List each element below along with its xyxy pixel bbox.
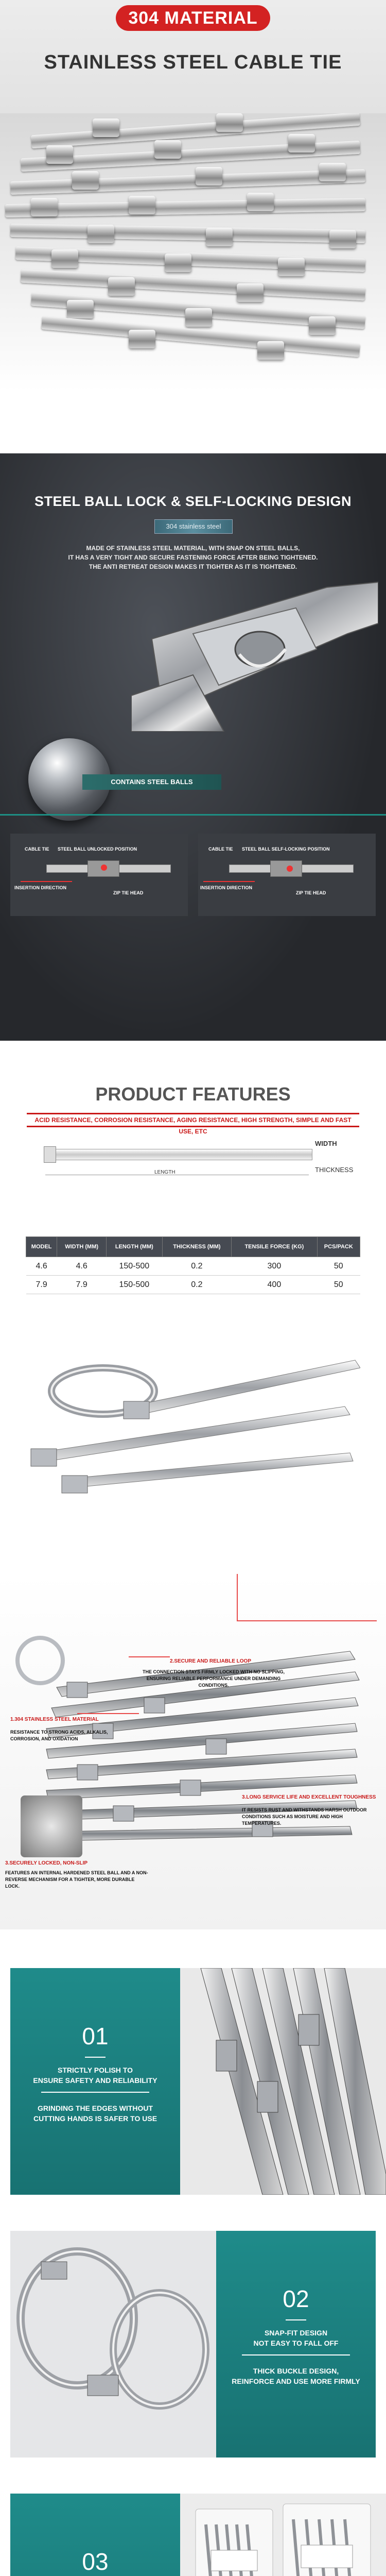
callout-title: SECURELY LOCKED, NON-SLIP bbox=[9, 1860, 88, 1866]
product-photo bbox=[0, 1345, 386, 1504]
lock-section-title: STEEL BALL LOCK & SELF-LOCKING DESIGN bbox=[34, 494, 352, 509]
col-header: TENSILE FORCE (KG) bbox=[232, 1237, 317, 1257]
col-header: LENGTH (MM) bbox=[107, 1237, 163, 1257]
table-cell: 0.2 bbox=[162, 1257, 232, 1276]
tie-drawing bbox=[44, 1149, 312, 1160]
table-cell: 300 bbox=[232, 1257, 317, 1276]
hero-section bbox=[0, 0, 386, 113]
lock-detail-image bbox=[21, 1795, 82, 1857]
callout-title: SECURE AND RELIABLE LOOP bbox=[174, 1658, 251, 1664]
feature-divider bbox=[286, 2319, 306, 2320]
diagram-label: INSERTION DIRECTION bbox=[14, 885, 67, 890]
feature-card-01 bbox=[0, 1968, 386, 2195]
material-badge: 304 MATERIAL bbox=[116, 5, 270, 31]
callout-text: FEATURES AN INTERNAL HARDENED STEEL BALL AND A NON-REVERSE MECHANISM FOR A TIGHTER, MORE DURABLE LOCK. bbox=[5, 1870, 148, 1889]
callout-secure-loop bbox=[142, 1658, 324, 1689]
callout-number: 3. bbox=[5, 1860, 10, 1866]
feature-image-02 bbox=[10, 2231, 216, 2458]
section-divider bbox=[0, 814, 386, 816]
table-cell: 150-500 bbox=[107, 1257, 163, 1276]
feature-number: 01 bbox=[82, 2023, 109, 2049]
diagram-label: STEEL BALL UNLOCKED POSITION bbox=[58, 846, 137, 852]
feature-line: ENSURE SAFETY AND RELIABILITY bbox=[33, 2076, 157, 2084]
callout-frame bbox=[237, 1574, 377, 1621]
desc-line: MADE OF STAINLESS STEEL MATERIAL, WITH SNAP ON STEEL BALLS, bbox=[86, 545, 300, 552]
callouts-section bbox=[0, 1574, 386, 1929]
diagram-label: CABLE TIE bbox=[208, 846, 233, 852]
table-cell: 4.6 bbox=[26, 1257, 57, 1276]
feature-line: GRINDING THE EDGES WITHOUT bbox=[38, 2104, 153, 2112]
lock-head-image bbox=[131, 577, 378, 732]
features-title: PRODUCT FEATURES bbox=[95, 1083, 291, 1105]
feature-card-panel bbox=[216, 2231, 376, 2458]
length-label: LENGTH bbox=[154, 1170, 176, 1175]
feature-card-02 bbox=[0, 2231, 386, 2458]
callout-number: 2. bbox=[170, 1658, 174, 1664]
width-label: WIDTH bbox=[315, 1140, 337, 1147]
col-header: THICKNESS (MM) bbox=[162, 1237, 232, 1257]
table-cell: 0.2 bbox=[162, 1276, 232, 1294]
callout-title: 304 STAINLESS STEEL MATERIAL bbox=[14, 1717, 99, 1722]
feature-line: STRICTLY POLISH TO bbox=[58, 2066, 133, 2074]
feature-number: 02 bbox=[283, 2285, 309, 2312]
feature-number: 03 bbox=[82, 2548, 109, 2575]
feature-line: REINFORCE AND USE MORE FIRMLY bbox=[232, 2377, 360, 2385]
diagram-label: STEEL BALL SELF-LOCKING POSITION bbox=[242, 846, 330, 852]
lock-description bbox=[62, 544, 324, 571]
table-cell: 4.6 bbox=[57, 1257, 107, 1276]
callout-text: RESISTANCE TO STRONG ACIDS, ALKALIS, CORROSION, AND OXIDATION bbox=[10, 1730, 108, 1741]
thickness-label: THICKNESS bbox=[315, 1166, 354, 1174]
feature-divider bbox=[41, 2092, 149, 2093]
feature-divider bbox=[85, 2057, 106, 2058]
callout-text: IT RESISTS RUST AND WITHSTANDS HARSH OUTDOOR CONDITIONS SUCH AS MOISTURE AND HIGH TEMPERATURES. bbox=[242, 1807, 367, 1826]
col-header: MODEL bbox=[26, 1237, 57, 1257]
callout-service-life bbox=[242, 1794, 381, 1827]
feature-line: NOT EASY TO FALL OFF bbox=[253, 2339, 339, 2347]
diagram-label: ZIP TIE HEAD bbox=[296, 890, 326, 895]
material-tag: 304 stainless steel bbox=[154, 519, 233, 534]
col-header: PCS/PACK bbox=[317, 1237, 360, 1257]
unlocked-diagram bbox=[10, 834, 188, 916]
locked-diagram bbox=[198, 834, 376, 916]
table-cell: 400 bbox=[232, 1276, 317, 1294]
page-title: STAINLESS STEEL CABLE TIE bbox=[44, 52, 342, 73]
callout-number: 3. bbox=[242, 1794, 247, 1800]
table-cell: 7.9 bbox=[26, 1276, 57, 1294]
loop-image bbox=[15, 1636, 65, 1685]
diagram-label: INSERTION DIRECTION bbox=[200, 885, 253, 890]
callout-line bbox=[129, 1656, 170, 1657]
feature-image-03 bbox=[180, 2494, 386, 2576]
lock-design-section bbox=[0, 453, 386, 1041]
callout-title: LONG SERVICE LIFE AND EXCELLENT TOUGHNESS bbox=[246, 1794, 376, 1800]
callout-material bbox=[10, 1716, 139, 1742]
spec-table bbox=[26, 1236, 360, 1294]
steel-ball-label: CONTAINS STEEL BALLS bbox=[82, 774, 221, 790]
callout-number: 1. bbox=[10, 1717, 15, 1722]
table-row bbox=[26, 1276, 360, 1294]
callout-text: THE CONNECTION STAYS FIRMLY LOCKED WITH NO SLIPPING, ENSURING RELIABLE PERFORMANCE UNDER DEMANDING CONDITIONS. bbox=[142, 1669, 285, 1688]
feature-line: SNAP-FIT DESIGN bbox=[264, 2329, 328, 2337]
features-tagline: ACID RESISTANCE, CORROSION RESISTANCE, AGING RESISTANCE, HIGH STRENGTH, SIMPLE AND FAST USE, ETC bbox=[34, 1116, 352, 1135]
tie-drawing-head bbox=[44, 1146, 56, 1163]
table-row bbox=[26, 1257, 360, 1276]
table-cell: 50 bbox=[317, 1257, 360, 1276]
feature-line: THICK BUCKLE DESIGN, bbox=[253, 2367, 339, 2375]
product-features-section bbox=[0, 1072, 386, 1340]
callout-line bbox=[77, 1713, 139, 1714]
table-cell: 50 bbox=[317, 1276, 360, 1294]
feature-card-panel bbox=[10, 2494, 180, 2576]
features-tagline-bar bbox=[27, 1113, 359, 1135]
feature-line: CUTTING HANDS IS SAFER TO USE bbox=[33, 2114, 157, 2123]
feature-card-03 bbox=[0, 2494, 386, 2576]
diagram-label: CABLE TIE bbox=[25, 846, 49, 852]
table-cell: 150-500 bbox=[107, 1276, 163, 1294]
col-header: WIDTH (MM) bbox=[57, 1237, 107, 1257]
table-cell: 7.9 bbox=[57, 1276, 107, 1294]
diagram-label: ZIP TIE HEAD bbox=[113, 890, 144, 895]
desc-line: THE ANTI RETREAT DESIGN MAKES IT TIGHTER AS IT IS TIGHTENED. bbox=[89, 563, 297, 570]
feature-divider bbox=[242, 2354, 350, 2355]
hero-product-image bbox=[0, 113, 386, 392]
feature-image-01 bbox=[180, 1968, 386, 2195]
callout-non-slip bbox=[5, 1860, 149, 1890]
desc-line: IT HAS A VERY TIGHT AND SECURE FASTENING FORCE AFTER BEING TIGHTENED. bbox=[68, 554, 318, 561]
feature-card-panel bbox=[10, 1968, 180, 2195]
